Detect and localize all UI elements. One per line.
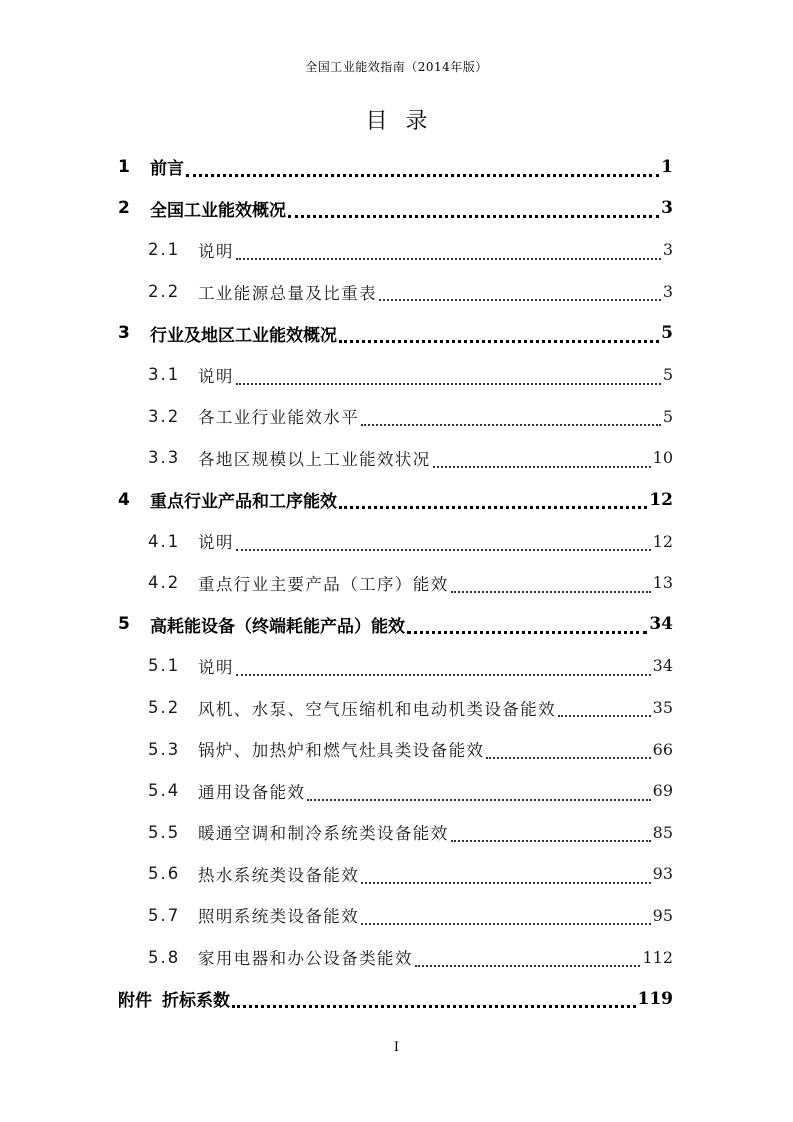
toc-entry-number: 3 bbox=[118, 323, 130, 344]
toc-chapter-entry[interactable] bbox=[118, 978, 673, 1020]
toc-entry-label: 说明 bbox=[198, 241, 234, 261]
toc-dot-leader bbox=[186, 174, 659, 177]
toc-entry-page: 3 bbox=[662, 282, 673, 302]
toc-entry-page: 119 bbox=[637, 988, 673, 1009]
toc-entry-number: 1 bbox=[118, 156, 130, 177]
toc-title: 目录 bbox=[365, 109, 446, 134]
toc-entry-number: 2 bbox=[118, 198, 130, 219]
toc-dot-leader bbox=[415, 965, 641, 967]
toc-dot-leader bbox=[339, 506, 647, 509]
toc-entry-label: 折标系数 bbox=[162, 991, 230, 1012]
toc-entry-label: 工业能源总量及比重表 bbox=[198, 283, 377, 303]
toc-section-entry[interactable] bbox=[118, 936, 673, 978]
toc-entry-number: 附件 bbox=[118, 991, 152, 1012]
toc-entry-page: 12 bbox=[649, 489, 673, 510]
toc-entry-number: 5.3 bbox=[148, 739, 181, 759]
toc-entry-label: 各工业行业能效水平 bbox=[198, 408, 360, 428]
toc-dot-leader bbox=[236, 383, 661, 385]
toc-dot-leader bbox=[486, 757, 650, 759]
toc-entry-label: 风机、水泵、空气压缩机和电动机类设备能效 bbox=[198, 699, 556, 719]
toc-entry-page: 10 bbox=[652, 448, 673, 468]
toc-dot-leader bbox=[433, 466, 651, 468]
toc-entry-number: 5.2 bbox=[148, 698, 181, 718]
toc-entry-page: 5 bbox=[662, 365, 673, 385]
toc-entry-label: 通用设备能效 bbox=[198, 782, 306, 802]
toc-entry-number: 5.1 bbox=[148, 656, 181, 676]
toc-entry-label: 热水系统类设备能效 bbox=[198, 865, 360, 885]
toc-dot-leader bbox=[379, 299, 661, 301]
toc-entry-number: 3.3 bbox=[148, 448, 181, 468]
toc-dot-leader bbox=[558, 715, 651, 717]
toc-entry-page: 95 bbox=[652, 905, 673, 925]
toc-entry-page: 5 bbox=[661, 323, 673, 344]
toc-entry-page: 66 bbox=[652, 739, 673, 759]
toc-entry-number: 5.4 bbox=[148, 781, 181, 801]
toc-entry-label: 说明 bbox=[198, 366, 234, 386]
toc-dot-leader bbox=[236, 674, 651, 676]
toc-entry-label: 暖通空调和制冷系统类设备能效 bbox=[198, 824, 449, 844]
toc-section-entry[interactable] bbox=[118, 687, 673, 729]
toc-chapter-entry[interactable] bbox=[118, 188, 673, 230]
toc-section-entry[interactable] bbox=[118, 728, 673, 770]
toc-section-entry[interactable] bbox=[118, 271, 673, 313]
toc-chapter-entry[interactable] bbox=[118, 479, 673, 521]
toc-entry-page: 85 bbox=[652, 822, 673, 842]
toc-section-entry[interactable] bbox=[118, 229, 673, 271]
toc-entry-label: 全国工业能效概况 bbox=[150, 200, 286, 221]
toc-entry-number: 5.8 bbox=[148, 947, 181, 967]
toc-dot-leader bbox=[451, 591, 651, 593]
running-header: 全国工业能效指南（2014年版） bbox=[305, 60, 488, 74]
toc-entry-label: 家用电器和办公设备类能效 bbox=[198, 949, 413, 969]
toc-entry-label: 各地区规模以上工业能效状况 bbox=[198, 449, 431, 469]
toc-entry-page: 69 bbox=[652, 781, 673, 801]
toc-entry-label: 重点行业产品和工序能效 bbox=[150, 492, 337, 513]
toc-entry-page: 93 bbox=[652, 864, 673, 884]
toc-entry-label: 行业及地区工业能效概况 bbox=[150, 325, 337, 346]
toc-entry-page: 3 bbox=[661, 198, 673, 219]
toc-dot-leader bbox=[232, 1005, 636, 1008]
toc-entry-page: 112 bbox=[642, 947, 673, 967]
toc-entry-label: 照明系统类设备能效 bbox=[198, 907, 360, 927]
toc-entry-label: 前言 bbox=[150, 159, 184, 180]
toc-entry-page: 5 bbox=[662, 406, 673, 426]
toc-entry-number: 4.1 bbox=[148, 531, 181, 551]
toc-dot-leader bbox=[407, 631, 647, 634]
toc-chapter-entry[interactable] bbox=[118, 146, 673, 188]
toc-section-entry[interactable] bbox=[118, 520, 673, 562]
toc-chapter-entry[interactable] bbox=[118, 604, 673, 646]
toc-entry-number: 3.1 bbox=[148, 365, 181, 385]
toc-dot-leader bbox=[236, 549, 651, 551]
toc-entry-number: 5 bbox=[118, 614, 130, 635]
toc-entry-page: 12 bbox=[652, 531, 673, 551]
table-of-contents bbox=[118, 146, 673, 1019]
toc-section-entry[interactable] bbox=[118, 853, 673, 895]
toc-entry-page: 35 bbox=[652, 698, 673, 718]
toc-dot-leader bbox=[361, 882, 651, 884]
toc-entry-number: 5.7 bbox=[148, 905, 181, 925]
toc-entry-number: 2.1 bbox=[148, 240, 181, 260]
toc-dot-leader bbox=[339, 340, 659, 343]
toc-entry-number: 4.2 bbox=[148, 573, 181, 593]
toc-entry-number: 4 bbox=[118, 489, 130, 510]
toc-dot-leader bbox=[288, 215, 659, 218]
toc-entry-page: 1 bbox=[661, 156, 673, 177]
toc-dot-leader bbox=[307, 799, 650, 801]
toc-entry-label: 重点行业主要产品（工序）能效 bbox=[198, 574, 449, 594]
toc-section-entry[interactable] bbox=[118, 645, 673, 687]
toc-dot-leader bbox=[236, 258, 661, 260]
toc-chapter-entry[interactable] bbox=[118, 312, 673, 354]
toc-dot-leader bbox=[361, 923, 651, 925]
toc-entry-label: 说明 bbox=[198, 657, 234, 677]
toc-entry-page: 3 bbox=[662, 240, 673, 260]
toc-section-entry[interactable] bbox=[118, 895, 673, 937]
toc-section-entry[interactable] bbox=[118, 354, 673, 396]
toc-entry-page: 34 bbox=[649, 614, 673, 635]
toc-entry-label: 说明 bbox=[198, 533, 234, 553]
toc-section-entry[interactable] bbox=[118, 396, 673, 438]
toc-section-entry[interactable] bbox=[118, 437, 673, 479]
toc-entry-number: 2.2 bbox=[148, 282, 181, 302]
toc-entry-page: 13 bbox=[652, 573, 673, 593]
toc-entry-page: 34 bbox=[652, 656, 673, 676]
toc-entry-number: 3.2 bbox=[148, 406, 181, 426]
toc-entry-number: 5.6 bbox=[148, 864, 181, 884]
toc-entry-label: 高耗能设备（终端耗能产品）能效 bbox=[150, 616, 405, 637]
toc-entry-label: 锅炉、加热炉和燃气灶具类设备能效 bbox=[198, 741, 485, 761]
toc-entry-number: 5.5 bbox=[148, 822, 181, 842]
toc-dot-leader bbox=[451, 840, 651, 842]
toc-section-entry[interactable] bbox=[118, 812, 673, 854]
toc-section-entry[interactable] bbox=[118, 770, 673, 812]
toc-dot-leader bbox=[361, 424, 661, 426]
page-number: I bbox=[393, 1040, 400, 1055]
toc-section-entry[interactable] bbox=[118, 562, 673, 604]
